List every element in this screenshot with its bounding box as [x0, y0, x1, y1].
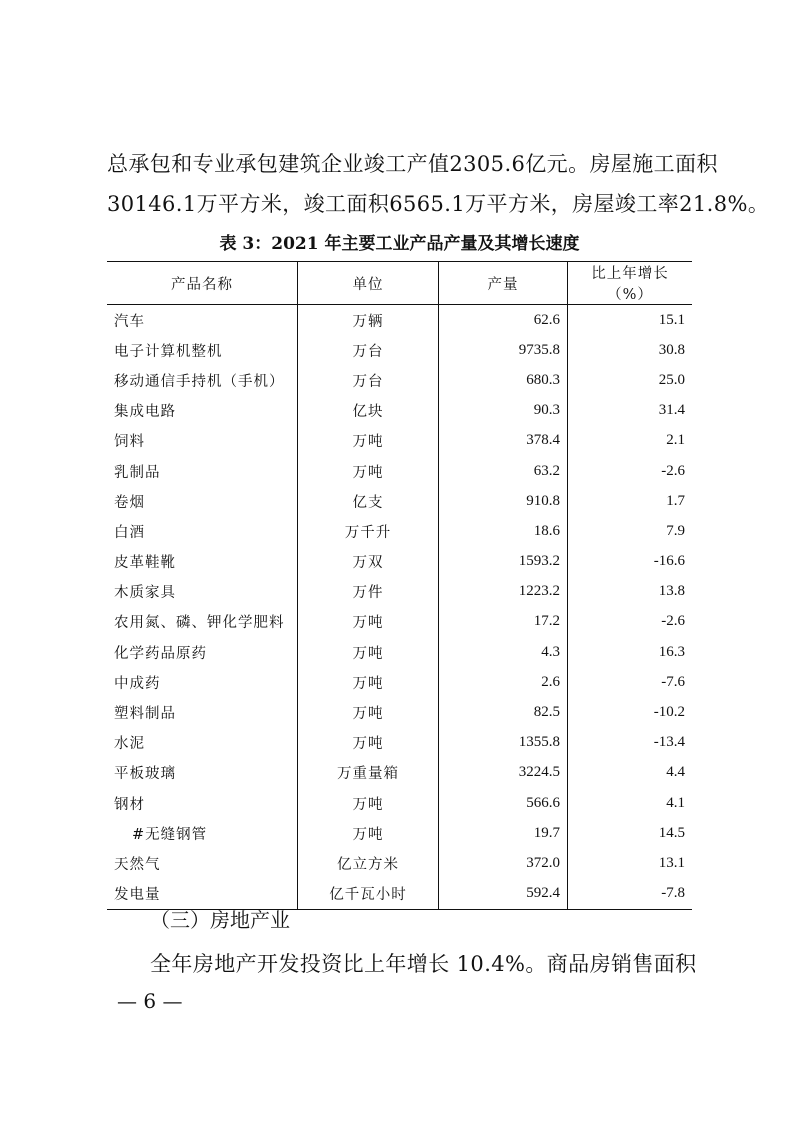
growth-cell: 25.0 [568, 365, 693, 395]
product-name-cell: 皮革鞋靴 [114, 555, 176, 572]
growth-cell: 15.1 [568, 305, 693, 336]
table-row [107, 516, 692, 546]
output-cell: 372.0 [439, 848, 568, 878]
paragraph-line-1: 总承包和专业承包建筑企业竣工产值2305.6亿元。房屋施工面积 [107, 152, 718, 176]
product-name-cell: 塑料制品 [114, 706, 176, 723]
growth-cell: 13.1 [568, 848, 693, 878]
growth-cell: 2.1 [568, 426, 693, 456]
product-name-cell: 发电量 [114, 887, 161, 904]
growth-cell: 7.9 [568, 516, 693, 546]
growth-cell: 30.8 [568, 335, 693, 365]
growth-cell: -7.8 [568, 879, 693, 910]
table-row [107, 547, 692, 577]
output-cell: 82.5 [439, 697, 568, 727]
table-row [107, 788, 692, 818]
product-name-cell: 水泥 [114, 736, 145, 753]
section-heading: （三）房地产业 [150, 908, 290, 932]
growth-cell: -7.6 [568, 667, 693, 697]
product-name-cell [107, 818, 298, 848]
unit-cell: 万双 [298, 547, 439, 577]
table-row [107, 426, 692, 456]
unit-cell: 万台 [298, 335, 439, 365]
unit-cell: 亿支 [298, 486, 439, 516]
product-name-cell: 天然气 [114, 856, 161, 873]
growth-cell: -16.6 [568, 547, 693, 577]
output-cell: 592.4 [439, 879, 568, 910]
table-header-row [107, 262, 692, 305]
table-row [107, 667, 692, 697]
header-unit: 单位 [298, 262, 439, 305]
unit-cell: 亿块 [298, 396, 439, 426]
paragraph-construction [107, 144, 770, 224]
growth-cell: 14.5 [568, 818, 693, 848]
product-name-cell: 白酒 [114, 524, 145, 541]
table-row [107, 335, 692, 365]
output-cell: 566.6 [439, 788, 568, 818]
unit-cell: 万吨 [298, 456, 439, 486]
product-name-cell: 集成电路 [114, 404, 176, 421]
product-name-cell: 中成药 [114, 675, 161, 692]
header-output: 产量 [439, 262, 568, 305]
unit-cell: 万吨 [298, 697, 439, 727]
output-cell: 680.3 [439, 365, 568, 395]
product-name-cell: 化学药品原药 [114, 645, 207, 662]
product-name-cell: 电子计算机整机 [114, 343, 223, 360]
output-cell: 62.6 [439, 305, 568, 336]
unit-cell: 万吨 [298, 607, 439, 637]
product-name-cell: 卷烟 [114, 494, 145, 511]
unit-cell: 万吨 [298, 637, 439, 667]
industrial-products-table [107, 261, 692, 910]
paragraph-real-estate: 全年房地产开发投资比上年增长 10.4%。商品房销售面积 [150, 952, 697, 976]
product-name-cell: 钢材 [114, 796, 145, 813]
table-row [107, 486, 692, 516]
product-name-indented: #无缝钢管 [132, 826, 208, 843]
output-cell: 1223.2 [439, 577, 568, 607]
unit-cell: 万吨 [298, 728, 439, 758]
unit-cell: 万吨 [298, 818, 439, 848]
growth-cell: 1.7 [568, 486, 693, 516]
output-cell: 2.6 [439, 667, 568, 697]
unit-cell: 万吨 [298, 788, 439, 818]
output-cell: 9735.8 [439, 335, 568, 365]
unit-cell: 万吨 [298, 667, 439, 697]
table-row [107, 577, 692, 607]
output-cell: 18.6 [439, 516, 568, 546]
product-name-cell: 饲料 [114, 434, 145, 451]
output-cell: 4.3 [439, 637, 568, 667]
product-name-cell: 木质家具 [114, 585, 176, 602]
table-caption: 表 3：2021 年主要工业产品产量及其增长速度 [219, 234, 580, 254]
table-row [107, 758, 692, 788]
growth-cell: 16.3 [568, 637, 693, 667]
output-cell: 19.7 [439, 818, 568, 848]
header-growth: 比上年增长（%） [568, 262, 693, 305]
product-name-cell: 平板玻璃 [114, 766, 176, 783]
table-body [107, 305, 692, 910]
output-cell: 3224.5 [439, 758, 568, 788]
product-name-cell: 移动通信手持机（手机） [114, 373, 285, 390]
paragraph-line-2: 30146.1万平方米，竣工面积6565.1万平方米，房屋竣工率21.8%。 [107, 192, 770, 216]
growth-cell: 4.1 [568, 788, 693, 818]
unit-cell: 万吨 [298, 426, 439, 456]
product-name-cell: 农用氮、磷、钾化学肥料 [114, 615, 285, 632]
table-row [107, 818, 692, 848]
table-row [107, 365, 692, 395]
growth-cell: -2.6 [568, 456, 693, 486]
growth-cell: -13.4 [568, 728, 693, 758]
growth-cell: 4.4 [568, 758, 693, 788]
output-cell: 378.4 [439, 426, 568, 456]
table-row [107, 728, 692, 758]
unit-cell: 万重量箱 [298, 758, 439, 788]
output-cell: 63.2 [439, 456, 568, 486]
growth-cell: 13.8 [568, 577, 693, 607]
table-row [107, 848, 692, 878]
output-cell: 17.2 [439, 607, 568, 637]
product-name-cell: 乳制品 [114, 464, 161, 481]
output-cell: 90.3 [439, 396, 568, 426]
growth-cell: -2.6 [568, 607, 693, 637]
unit-cell: 万件 [298, 577, 439, 607]
table-row [107, 607, 692, 637]
output-cell: 1593.2 [439, 547, 568, 577]
unit-cell: 万千升 [298, 516, 439, 546]
product-name-cell: 汽车 [114, 313, 145, 330]
output-cell: 1355.8 [439, 728, 568, 758]
unit-cell: 万台 [298, 365, 439, 395]
table-row [107, 697, 692, 727]
table-row [107, 456, 692, 486]
unit-cell: 亿立方米 [298, 848, 439, 878]
page-number: — 6 — [117, 989, 183, 1013]
growth-cell: -10.2 [568, 697, 693, 727]
table-row [107, 305, 692, 336]
growth-cell: 31.4 [568, 396, 693, 426]
table-row [107, 637, 692, 667]
unit-cell: 亿千瓦小时 [298, 879, 439, 910]
output-cell: 910.8 [439, 486, 568, 516]
table-row [107, 396, 692, 426]
header-product-name: 产品名称 [107, 262, 298, 305]
unit-cell: 万辆 [298, 305, 439, 336]
